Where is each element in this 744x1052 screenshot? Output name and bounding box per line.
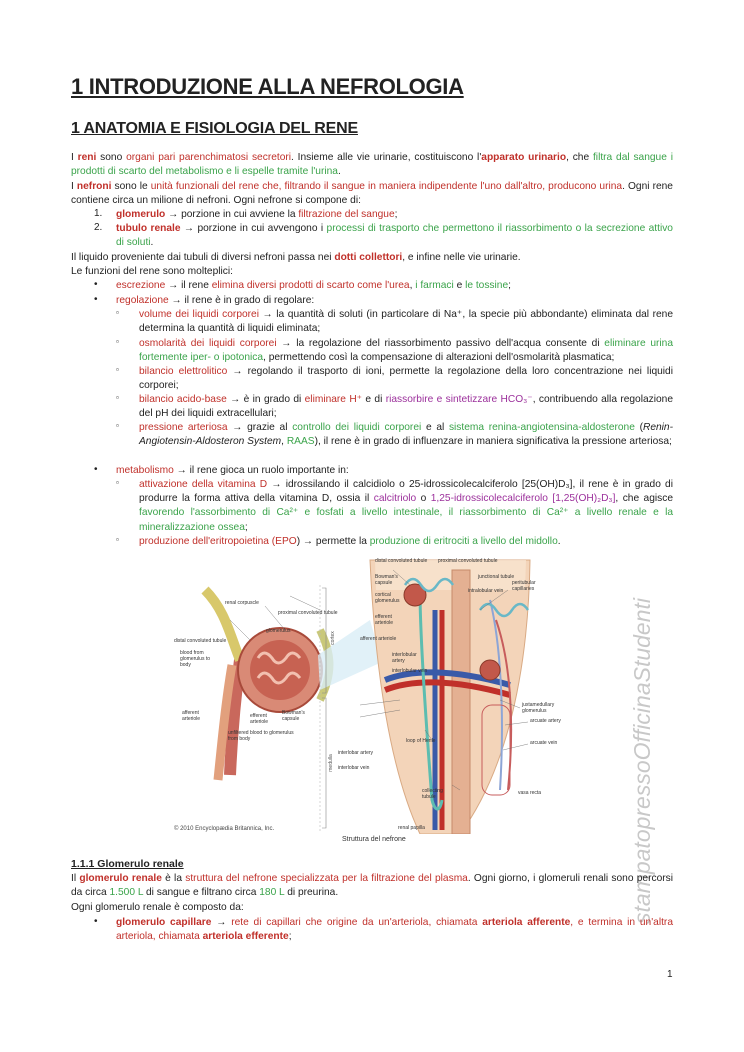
figure-label: peritubular capillaries — [512, 580, 536, 592]
figure-caption: Struttura del nefrone — [342, 836, 406, 843]
sub-bullet-marker: ▫ — [116, 337, 119, 346]
figure-credit: © 2010 Encyclopædia Britannica, Inc. — [174, 826, 275, 832]
glomerulus-shape — [250, 640, 310, 700]
paragraph-composto: Ogni glomerulo renale è composto da: — [71, 902, 244, 913]
bullet-marker: • — [94, 279, 98, 290]
paragraph-glomerulo: Il glomerulo renale è la struttura del nefrone specializzata per la filtrazione del plasma. Ogni giorno, i glomeruli renali sono percorsi da circa 1.500 L di sangue e filtrano circa 180 L di preurina. — [71, 873, 673, 899]
figure-label: unfiltered blood to glomerulus from body — [228, 730, 294, 742]
sub-bullet-marker: ▫ — [116, 535, 119, 544]
figure-label: distal convoluted tubule — [174, 638, 227, 644]
figure-label: interlobular vein — [392, 668, 428, 674]
sub-bullet-pressione: pressione arteriosa → grazie al controllo dei liquidi corporei e al sistema renina-angiotensina-aldosterone (Renin-Angiotensin-Aldosteron System, RAAS), il rene è in grado di influenzare in maniera significativa la pressione arteriosa; — [139, 422, 673, 448]
subsection-heading: 1.1.1 Glomerulo renale — [71, 858, 184, 870]
figure-label: renal corpuscle — [225, 600, 259, 606]
section-heading: 1 ANATOMIA E FISIOLOGIA DEL RENE — [71, 120, 358, 137]
sub-bullet-vitamina-d: attivazione della vitamina D → idrossilando il calcidiolo o 25-idrossicolecalciferolo [25(OH)D₃], il rene è in grado di produrre la forma attiva della vitamina D, ossia il calcitriolo o 1,25-idrossicolecalciferolo [1,25(OH)₂D₃], che agisce favorendo l'assorbimento di Ca²⁺ e fosfati a livello intestinale, il riassorbimento di Ca²⁺ a livello renale e la mineralizzazione ossea; — [139, 479, 674, 533]
figure-label: Bowman's capsule — [375, 574, 398, 586]
sub-bullet-marker: ▫ — [116, 393, 119, 402]
bullet-marker: • — [94, 464, 98, 475]
list-item-tubulo: tubulo renale → porzione in cui avvengono i processi di trasporto che permettono il riassorbimento o la secrezione attivo di soluti. — [116, 223, 673, 249]
bullet-marker: • — [94, 916, 98, 927]
bullet-metabolismo: metabolismo → il rene gioca un ruolo importante in: — [116, 465, 349, 476]
figure-label: arcuate vein — [530, 740, 558, 746]
figure-label: efferent arteriole — [375, 614, 394, 626]
figure-label: junctional tubule — [478, 574, 515, 580]
paragraph-funzioni: Le funzioni del rene sono molteplici: — [71, 266, 233, 277]
figure-label: interlobar artery — [338, 750, 374, 756]
juxtamedullary-glomerulus-shape — [480, 660, 500, 680]
paragraph-reni: I reni sono organi pari parenchimatosi secretori. Insieme alle vie urinarie, costituiscono l'apparato urinario, che filtra dal sangue i prodotti di scarto del metabolismo e li espelle tramite l'urina. — [71, 152, 673, 178]
sub-bullet-marker: ▫ — [116, 478, 119, 487]
sub-bullet-epo: produzione dell'eritropoietina (EPO) → permette la produzione di eritrociti a livello del midollo. — [139, 536, 561, 547]
figure-label: interlobar vein — [338, 765, 370, 771]
nephron-figure — [170, 550, 578, 834]
figure-label: proximal convoluted tubule — [278, 610, 338, 616]
figure-label: Bowman's capsule — [282, 710, 305, 722]
figure-label: proximal convoluted tubule — [438, 558, 498, 564]
figure-label: arcuate artery — [530, 718, 561, 724]
nephron-illustration — [170, 550, 578, 834]
watermark — [620, 536, 664, 926]
figure-label: distal convoluted tubule — [375, 558, 428, 564]
figure-label: medulla — [327, 754, 334, 772]
figure-label: collecting tubule — [422, 788, 443, 800]
bullet-glomerulo-capillare: glomerulo capillare → rete di capillari che origine da un'arteriola, chiamata arteriola afferente, e termina in un'altra arteriola, chiamata arteriola efferente; — [116, 917, 673, 943]
figure-label: cortical glomerulus — [375, 592, 400, 604]
bullet-escrezione: escrezione → il rene elimina diversi prodotti di scarto come l'urea, i farmaci e le tossine; — [116, 280, 511, 291]
paragraph-dotti: Il liquido proveniente dai tubuli di diversi nefroni passa nei dotti collettori, e infine nelle vie urinarie. — [71, 252, 521, 263]
sub-bullet-marker: ▫ — [116, 365, 119, 374]
list-item-glomerulo: glomerulo → porzione in cui avviene la filtrazione del sangue; — [116, 209, 398, 220]
figure-label: cortex — [329, 631, 336, 645]
figure-label: loop of Henle — [406, 738, 436, 744]
list-number: 1. — [94, 208, 103, 219]
page-title: 1 INTRODUZIONE ALLA NEFROLOGIA — [71, 74, 464, 99]
sub-bullet-volume: volume dei liquidi corporei → la quantità di soluti (in particolare di Na⁺, la specie più abbondante) eliminata dal rene determina la quantità di liquidi eliminata; — [139, 309, 673, 335]
figure-label: vasa recta — [518, 790, 542, 796]
bullet-marker: • — [94, 294, 98, 305]
figure-label: intralobular vein — [468, 588, 504, 594]
paragraph-nefroni: I nefroni sono le unità funzionali del rene che, filtrando il sangue in maniera indipendente l'uno dall'altro, producono urina. Ogni rene contiene circa un milione di nefroni. Ogni nefrone si compone di: — [71, 181, 673, 207]
figure-label: interlobular artery — [392, 652, 417, 664]
bullet-regolazione: regolazione → il rene è in grado di regolare: — [116, 295, 315, 306]
sub-bullet-marker: ▫ — [116, 421, 119, 430]
figure-label: blood from glomerulus to body — [180, 650, 211, 668]
page-number: 1 — [667, 969, 673, 980]
sub-bullet-osmolarita: osmolarità dei liquidi corporei → la regolazione del riassorbimento passivo dell'acqua consente di eliminare urina fortemente iper- o ipotonica, permettendo così la compensazione di alterazioni dell'osmolarità plasmatica; — [139, 338, 673, 364]
figure-label: efferent arteriole — [250, 713, 269, 725]
sub-bullet-marker: ▫ — [116, 308, 119, 317]
watermark-text: stampatopressoOfficinaStudenti — [629, 597, 655, 924]
figure-label: glomerulus — [266, 628, 291, 634]
figure-label: afferent arteriole — [182, 710, 201, 722]
collecting-tubule-shape — [452, 570, 470, 834]
figure-label: juxtamedullary glomerulus — [522, 702, 555, 714]
figure-label: afferent arteriole — [360, 636, 397, 642]
figure-label: renal papilla — [398, 825, 425, 831]
list-number: 2. — [94, 222, 103, 233]
sub-bullet-bilancio-elettrolitico: bilancio elettrolitico → regolando il trasporto di ioni, permette la regolazione della loro concentrazione nei liquidi corporei; — [139, 366, 673, 392]
sub-bullet-acido-base: bilancio acido-base → è in grado di eliminare H⁺ e di riassorbire e sintetizzare HCO₃⁻, contribuendo alla regolazione del pH dei liquidi extracellulari; — [139, 394, 674, 420]
